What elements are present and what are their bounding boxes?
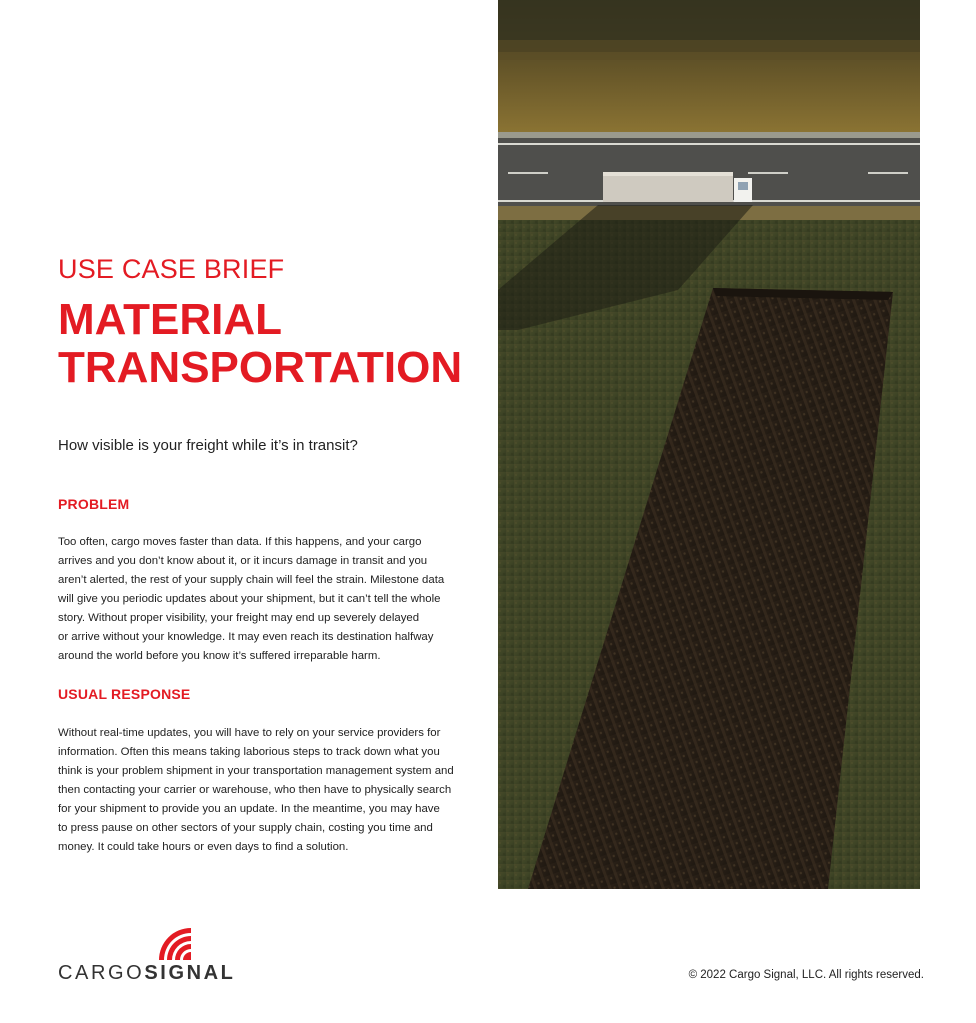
problem-line: story. Without proper visibility, your freight may end up severely delayed — [58, 612, 420, 624]
title-line-2: TRANSPORTATION — [58, 343, 463, 392]
problem-body — [58, 533, 483, 666]
problem-line: or arrive without your knowledge. It may even reach its destination halfway — [58, 631, 434, 643]
problem-heading: PROBLEM — [58, 496, 130, 512]
aerial-truck-photo — [498, 0, 920, 889]
problem-line: aren’t alerted, the rest of your supply chain will feel the strain. Milestone data — [58, 574, 445, 586]
usual-response-line: information. Often this means taking laborious steps to track down what you — [58, 746, 440, 758]
logo-text-signal: SIGNAL — [144, 962, 236, 984]
usual-response-line: money. It could take hours or even days to find a solution. — [58, 841, 349, 853]
usual-response-line: for your shipment to provide you an update. In the meantime, you may have — [58, 803, 440, 815]
subtitle: How visible is your freight while it’s in transit? — [58, 437, 358, 454]
title-line-1: MATERIAL — [58, 295, 283, 344]
copyright-notice: © 2022 Cargo Signal, LLC. All rights reserved. — [688, 969, 924, 981]
usual-response-body — [58, 724, 483, 857]
signal-waves-icon — [153, 924, 213, 964]
problem-line: Too often, cargo moves faster than data. If this happens, and your cargo — [58, 536, 422, 548]
eyebrow-label: USE CASE BRIEF — [58, 254, 285, 284]
usual-response-line: then contacting your carrier or warehouse, who then have to physically search — [58, 784, 452, 796]
logo-text-cargo: CARGO — [58, 962, 145, 984]
usual-response-line: think is your problem shipment in your transportation management system and — [58, 765, 454, 777]
usual-response-line: Without real-time updates, you will have to rely on your service providers for — [58, 727, 441, 739]
problem-line: around the world before you know it’s suffered irreparable harm. — [58, 650, 381, 662]
usual-response-heading: USUAL RESPONSE — [58, 686, 191, 702]
problem-line: arrives and you don’t know about it, or it incurs damage in transit and you — [58, 555, 428, 567]
usual-response-line: to press pause on other sectors of your supply chain, costing you time and — [58, 822, 433, 834]
problem-line: will give you periodic updates about your shipment, but it can’t tell the whole — [58, 593, 441, 605]
cargo-signal-logo — [58, 924, 248, 984]
page-title — [58, 296, 488, 392]
logo-wordmark — [58, 962, 236, 985]
